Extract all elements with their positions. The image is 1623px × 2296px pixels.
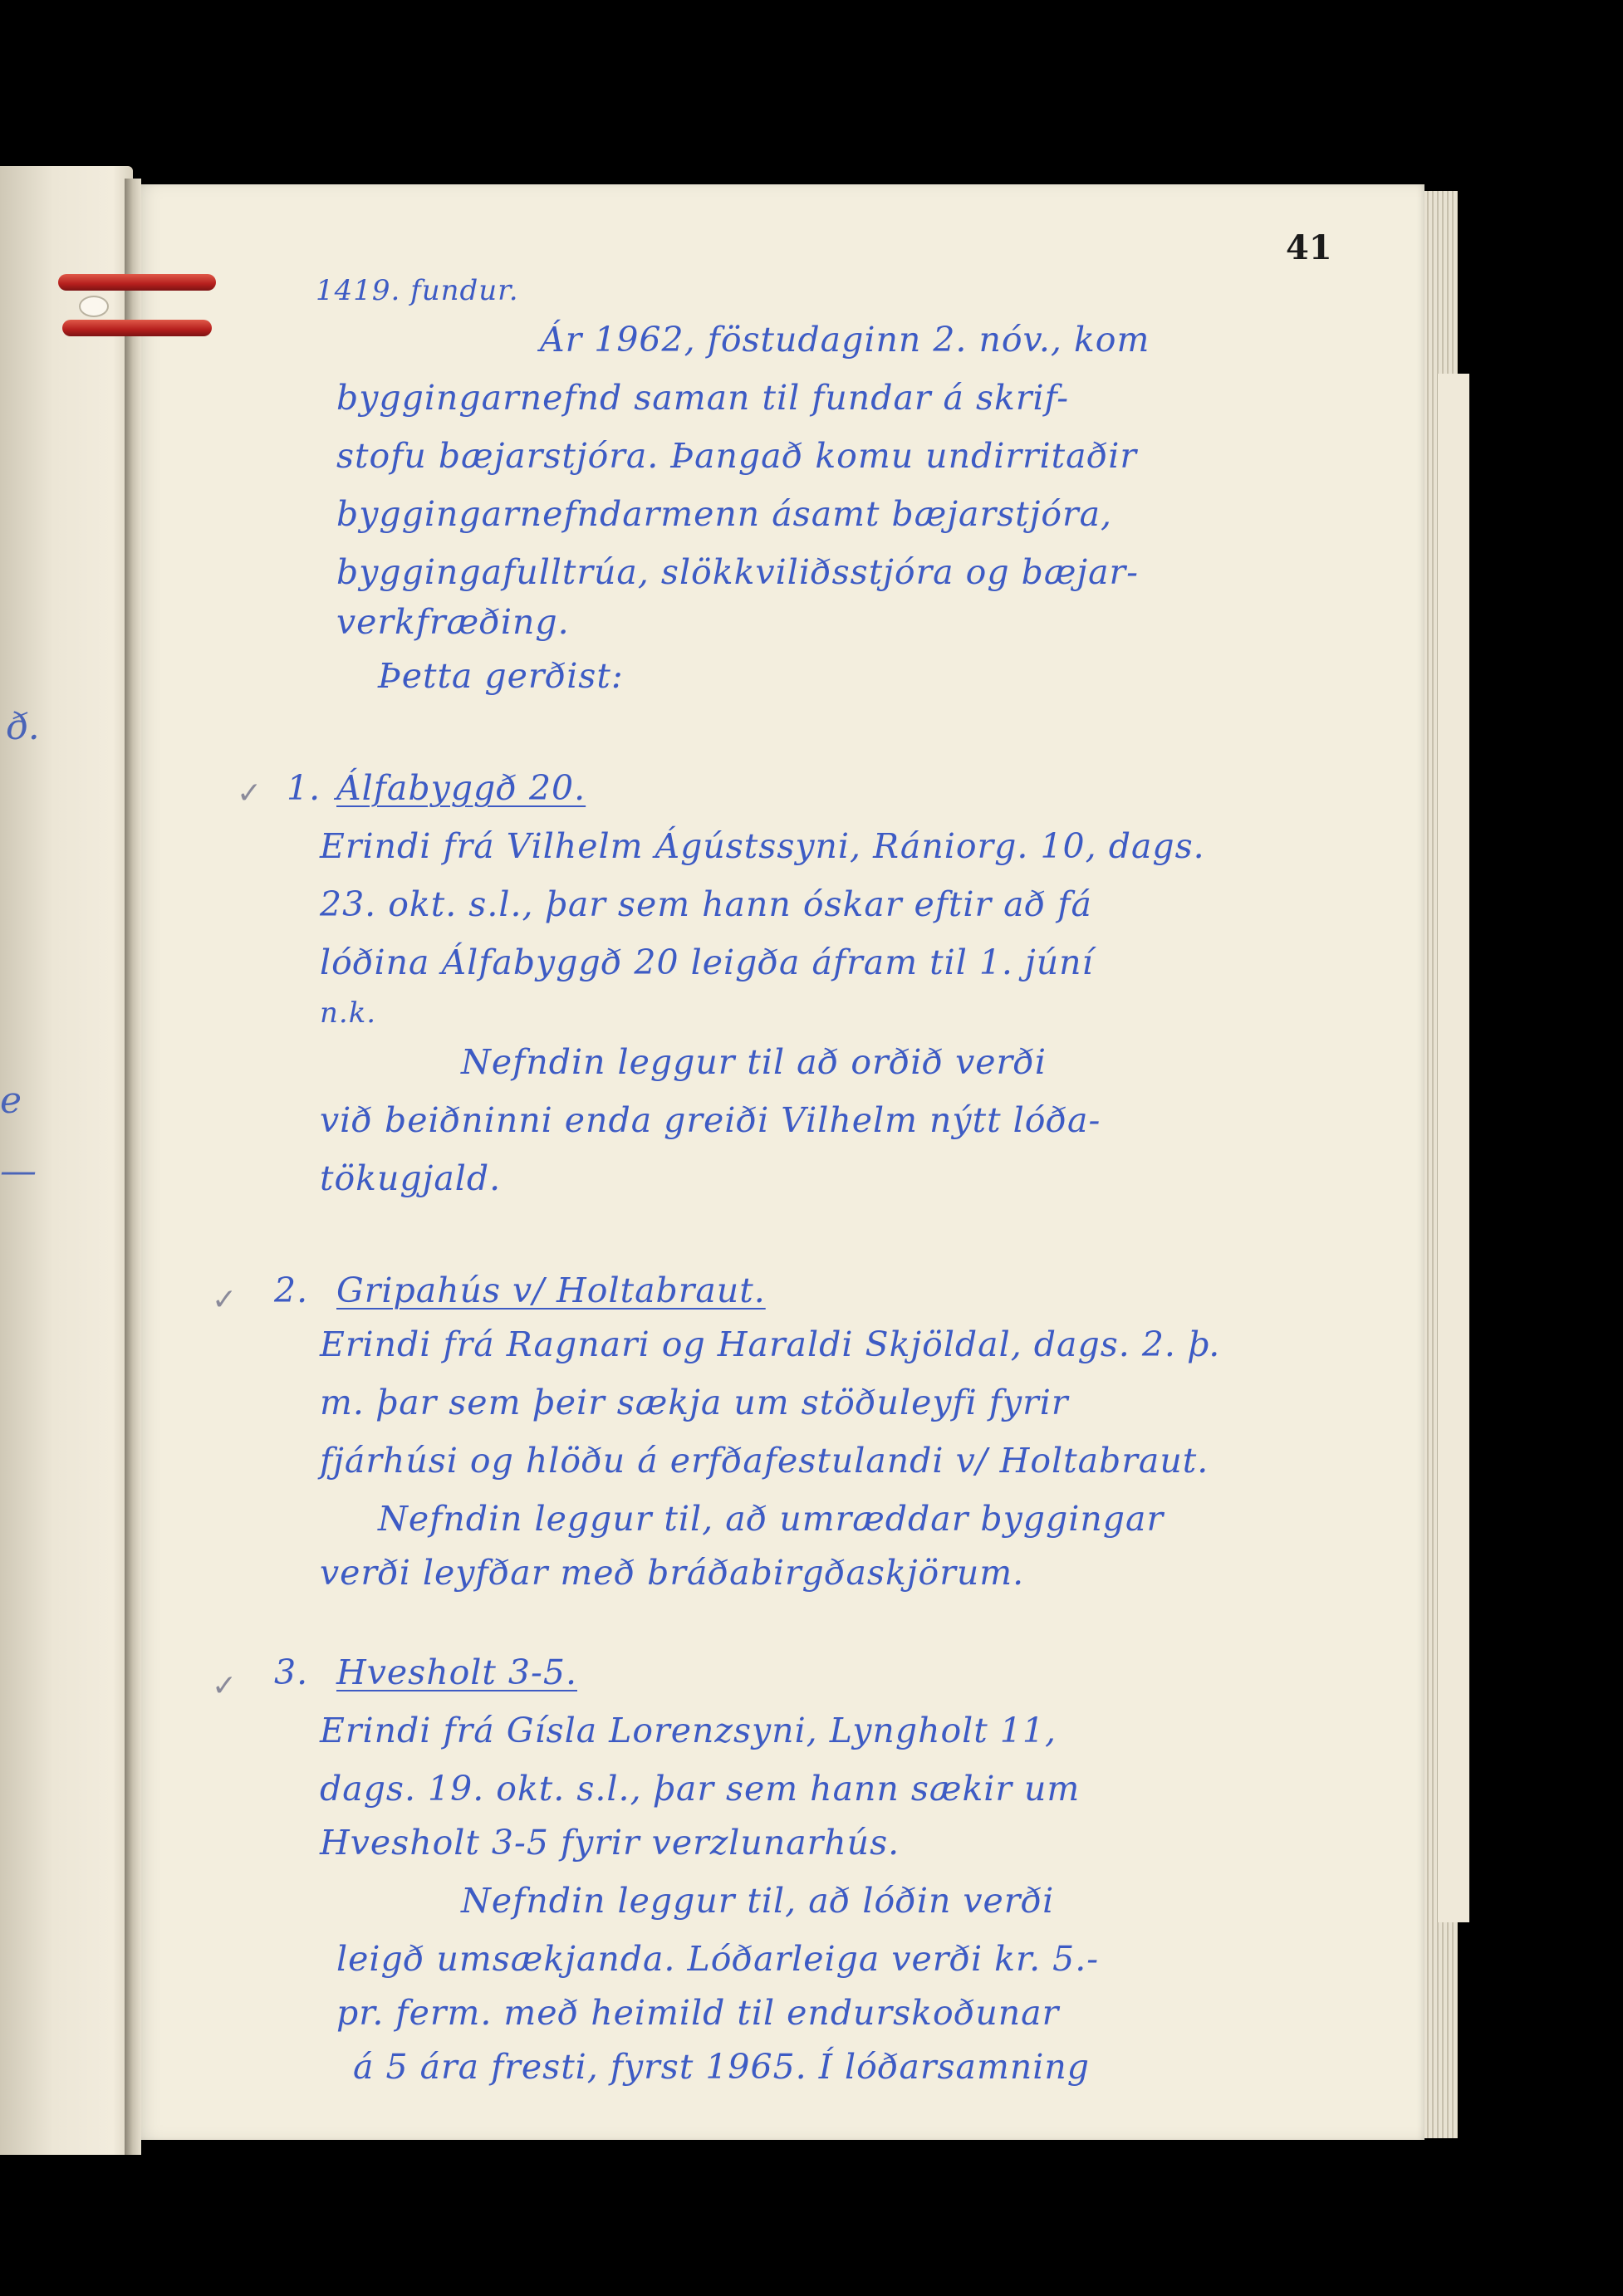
item-line: Erindi frá Vilhelm Ágústssyni, Rániorg. 10, dags. [320,826,1205,866]
item-line: á 5 ára fresti, fyrst 1965. Í lóðarsamning [353,2047,1091,2087]
item-line: við beiðninni enda greiði Vilhelm nýtt lóða- [320,1100,1101,1140]
item-number: 2. [274,1270,309,1310]
item-line: Erindi frá Gísla Lorenzsyni, Lyngholt 11, [320,1711,1057,1750]
binding-hole [79,296,109,317]
item-line: Hvesholt 3-5 fyrir verzlunarhús. [320,1823,900,1863]
item-line: verði leyfðar með bráðabirgðaskjörum. [320,1553,1025,1593]
left-page-mark: — [0,1150,37,1192]
item-title: Gripahús v/ Holtabraut. [336,1270,766,1310]
book-gutter [125,179,141,2155]
intro-line: byggingafulltrúa, slökkviliðsstjóra og bæjar- [336,552,1139,592]
item-line: Nefndin leggur til að orðið verði [461,1042,1047,1082]
item-line: Erindi frá Ragnari og Haraldi Skjöldal, dags. 2. þ. [320,1324,1221,1364]
item-number: 3. [274,1652,309,1692]
item-number: 1. [287,768,321,808]
intro-line: verkfræðing. [336,602,570,642]
item-line: Nefndin leggur til, að lóðin verði [461,1881,1055,1921]
page-number: 41 [1286,228,1332,267]
inserted-sheet [1437,374,1469,1922]
item-line: m. þar sem þeir sækja um stöðuleyfi fyrir [320,1383,1069,1422]
item-line: lóðina Álfabyggð 20 leigða áfram til 1. júní [320,942,1094,982]
intro-line: byggingarnefnd saman til fundar á skrif- [336,378,1070,418]
left-page-mark: e [0,1079,22,1122]
item-line: dags. 19. okt. s.l., þar sem hann sækir um [320,1769,1081,1809]
intro-line: Ár 1962, föstudaginn 2. nóv., kom [540,320,1150,360]
intro-line: byggingarnefndarmenn ásamt bæjarstjóra, [336,494,1113,534]
proceedings-heading: Þetta gerðist: [378,656,624,696]
item-line: pr. ferm. með heimild til endurskoðunar [336,1993,1060,2033]
item-title: Álfabyggð 20. [336,768,586,808]
binding-cord [62,320,212,336]
item-line: fjárhúsi og hlöðu á erfðafestulandi v/ Holtabraut. [320,1441,1209,1481]
item-line: 23. okt. s.l., þar sem hann óskar eftir að fá [320,884,1092,924]
check-mark: ✓ [212,1283,238,1317]
intro-line: stofu bæjarstjóra. Þangað komu undirritaðir [336,436,1137,476]
binding-cord [58,274,216,291]
check-mark: ✓ [237,776,262,810]
item-line: Nefndin leggur til, að umræddar byggingar [378,1499,1165,1539]
check-mark: ✓ [212,1669,238,1703]
meeting-number: 1419. fundur. [316,274,519,307]
item-line: leigð umsækjanda. Lóðarleiga verði kr. 5.- [336,1939,1100,1979]
item-line: n.k. [320,996,377,1030]
item-line: tökugjald. [320,1158,502,1198]
left-page-mark: ð. [7,706,40,748]
item-title: Hvesholt 3-5. [336,1652,577,1692]
